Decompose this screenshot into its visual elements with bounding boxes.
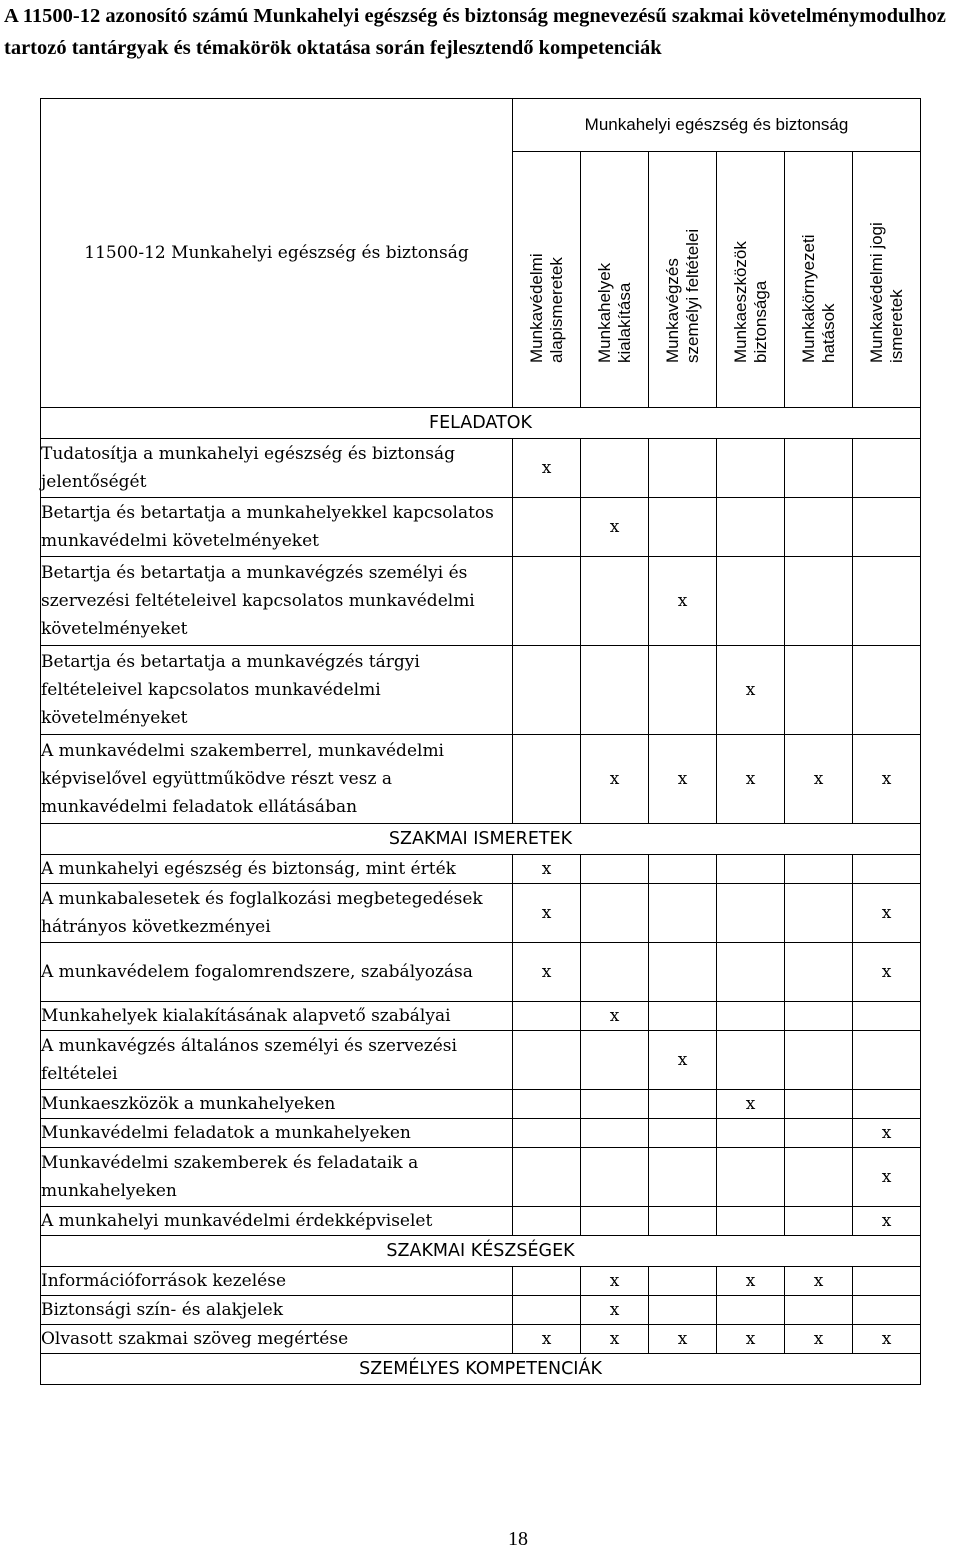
group-header-row <box>41 99 921 152</box>
mark-cell <box>649 1119 717 1148</box>
mark-cell: x <box>649 1325 717 1354</box>
mark-cell: x <box>717 1267 785 1296</box>
section-title: SZAKMAI ISMERETEK <box>41 824 921 855</box>
mark-cell <box>717 1296 785 1325</box>
mark-cell <box>853 855 921 884</box>
row-label: Munkavédelmi szakemberek és feladataik a munkahelyeken <box>41 1148 513 1207</box>
mark-cell <box>717 943 785 1002</box>
mark-cell: x <box>853 884 921 943</box>
mark-cell: x <box>513 439 581 498</box>
competency-table <box>40 98 921 1385</box>
mark-cell: x <box>785 735 853 824</box>
mark-cell <box>513 557 581 646</box>
table-row <box>41 884 921 943</box>
mark-cell <box>513 498 581 557</box>
mark-cell <box>649 1002 717 1031</box>
mark-cell <box>717 1148 785 1207</box>
column-header-label: Munkavédelmi jogi ismeretek <box>866 222 906 363</box>
mark-cell <box>581 884 649 943</box>
mark-cell: x <box>853 1325 921 1354</box>
mark-cell <box>649 1090 717 1119</box>
mark-cell: x <box>581 735 649 824</box>
mark-cell <box>853 1267 921 1296</box>
section-header-row <box>41 408 921 439</box>
column-header-label: Munkahelyek kialakítása <box>594 262 634 363</box>
table-row <box>41 1031 921 1090</box>
mark-cell <box>581 1119 649 1148</box>
mark-cell <box>853 646 921 735</box>
row-label: A munkahelyi munkavédelmi érdekképviselet <box>41 1207 513 1236</box>
mark-cell <box>717 1031 785 1090</box>
table-row <box>41 498 921 557</box>
row-label: Munkaeszközök a munkahelyeken <box>41 1090 513 1119</box>
table-row <box>41 1002 921 1031</box>
table-row <box>41 1119 921 1148</box>
mark-cell <box>785 943 853 1002</box>
mark-cell <box>785 557 853 646</box>
mark-cell <box>853 498 921 557</box>
mark-cell: x <box>853 1207 921 1236</box>
mark-cell <box>717 1207 785 1236</box>
mark-cell <box>513 1119 581 1148</box>
table-row <box>41 1207 921 1236</box>
mark-cell <box>785 498 853 557</box>
mark-cell <box>853 557 921 646</box>
mark-cell: x <box>513 1325 581 1354</box>
mark-cell <box>581 557 649 646</box>
row-label: A munkavédelem fogalomrendszere, szabályozása <box>41 943 513 1002</box>
mark-cell: x <box>717 1090 785 1119</box>
mark-cell <box>649 1207 717 1236</box>
row-label: Olvasott szakmai szöveg megértése <box>41 1325 513 1354</box>
mark-cell <box>649 943 717 1002</box>
mark-cell: x <box>513 943 581 1002</box>
row-label: A munkahelyi egészség és biztonság, mint érték <box>41 855 513 884</box>
table-row <box>41 1325 921 1354</box>
mark-cell: x <box>581 1002 649 1031</box>
mark-cell: x <box>785 1267 853 1296</box>
column-header <box>785 152 853 408</box>
table-row <box>41 646 921 735</box>
mark-cell: x <box>853 1119 921 1148</box>
table-row <box>41 439 921 498</box>
mark-cell <box>513 735 581 824</box>
mark-cell <box>853 1002 921 1031</box>
page-number: 18 <box>508 1528 528 1550</box>
mark-cell <box>717 498 785 557</box>
section-title: SZAKMAI KÉSZSÉGEK <box>41 1236 921 1267</box>
mark-cell <box>581 943 649 1002</box>
mark-cell: x <box>513 884 581 943</box>
section-header-row <box>41 824 921 855</box>
mark-cell: x <box>581 1267 649 1296</box>
column-header-label: Munkavégzés személyi feltételei <box>662 228 702 363</box>
mark-cell: x <box>513 855 581 884</box>
row-label: A munkavégzés általános személyi és szervezési feltételei <box>41 1031 513 1090</box>
mark-cell: x <box>853 943 921 1002</box>
mark-cell <box>649 884 717 943</box>
table-row <box>41 1296 921 1325</box>
mark-cell: x <box>649 735 717 824</box>
mark-cell <box>785 1090 853 1119</box>
column-header <box>853 152 921 408</box>
mark-cell <box>717 1002 785 1031</box>
mark-cell <box>581 646 649 735</box>
mark-cell <box>785 1148 853 1207</box>
mark-cell <box>785 1207 853 1236</box>
mark-cell <box>581 1031 649 1090</box>
section-header-row <box>41 1354 921 1385</box>
row-label: Biztonsági szín- és alakjelek <box>41 1296 513 1325</box>
row-label: Betartja és betartatja a munkavégzés személyi és szervezési feltételeivel kapcsolatos munkavédelmi követelményeket <box>41 557 513 646</box>
mark-cell: x <box>581 1325 649 1354</box>
row-label: Információforrások kezelése <box>41 1267 513 1296</box>
mark-cell <box>785 1031 853 1090</box>
mark-cell <box>717 884 785 943</box>
mark-cell: x <box>649 1031 717 1090</box>
row-label: A munkabalesetek és foglalkozási megbetegedések hátrányos következményei <box>41 884 513 943</box>
mark-cell <box>717 557 785 646</box>
row-label: Munkahelyek kialakításának alapvető szabályai <box>41 1002 513 1031</box>
column-header-label: Munkakörnyezeti hatások <box>798 234 838 363</box>
column-header <box>513 152 581 408</box>
table-row <box>41 557 921 646</box>
mark-cell <box>785 1296 853 1325</box>
mark-cell: x <box>717 735 785 824</box>
mark-cell: x <box>853 1148 921 1207</box>
mark-cell <box>513 1207 581 1236</box>
mark-cell: x <box>581 1296 649 1325</box>
mark-cell <box>513 1148 581 1207</box>
mark-cell <box>581 1090 649 1119</box>
mark-cell <box>513 1090 581 1119</box>
mark-cell <box>513 1296 581 1325</box>
mark-cell <box>649 646 717 735</box>
mark-cell <box>785 646 853 735</box>
mark-cell <box>581 1207 649 1236</box>
table-row <box>41 855 921 884</box>
subject-group-header <box>513 99 921 152</box>
mark-cell <box>649 439 717 498</box>
mark-cell <box>785 884 853 943</box>
row-label: Betartja és betartatja a munkavégzés tárgyi feltételeivel kapcsolatos munkavédelmi követelményeket <box>41 646 513 735</box>
mark-cell <box>649 1267 717 1296</box>
section-header-row <box>41 1236 921 1267</box>
table-row <box>41 1267 921 1296</box>
mark-cell <box>581 1148 649 1207</box>
mark-cell <box>853 1031 921 1090</box>
mark-cell: x <box>717 646 785 735</box>
mark-cell <box>581 855 649 884</box>
mark-cell <box>785 1119 853 1148</box>
table-corner-cell <box>41 99 513 408</box>
mark-cell <box>649 1296 717 1325</box>
mark-cell <box>649 498 717 557</box>
table-row <box>41 1148 921 1207</box>
mark-cell <box>717 1119 785 1148</box>
mark-cell <box>785 439 853 498</box>
mark-cell <box>853 1090 921 1119</box>
mark-cell <box>581 439 649 498</box>
table-row <box>41 735 921 824</box>
mark-cell: x <box>785 1325 853 1354</box>
row-label: Munkavédelmi feladatok a munkahelyeken <box>41 1119 513 1148</box>
column-header <box>717 152 785 408</box>
mark-cell <box>513 1267 581 1296</box>
section-title: SZEMÉLYES KOMPETENCIÁK <box>41 1354 921 1385</box>
mark-cell <box>853 439 921 498</box>
row-label: Betartja és betartatja a munkahelyekkel kapcsolatos munkavédelmi követelményeket <box>41 498 513 557</box>
column-header <box>581 152 649 408</box>
row-label: A munkavédelmi szakemberrel, munkavédelmi képviselővel együttműködve részt vesz a munkavédelmi feladatok ellátásában <box>41 735 513 824</box>
section-title: FELADATOK <box>41 408 921 439</box>
subject-group-title: Munkahelyi egészség és biztonság <box>584 115 849 134</box>
column-header-label: Munkaeszközök biztonsága <box>730 241 770 363</box>
mark-cell: x <box>581 498 649 557</box>
document-heading: A 11500-12 azonosító számú Munkahelyi egészség és biztonság megnevezésű szakmai követelménymodulhoz tartozó tantárgyak és témakörök oktatása során fejlesztendő kompetenciák <box>4 5 946 59</box>
row-label: Tudatosítja a munkahelyi egészség és biztonság jelentőségét <box>41 439 513 498</box>
mark-cell <box>649 1148 717 1207</box>
mark-cell <box>513 1031 581 1090</box>
mark-cell <box>649 855 717 884</box>
module-title: 11500-12 Munkahelyi egészség és biztonság <box>84 243 469 263</box>
mark-cell <box>717 439 785 498</box>
mark-cell <box>785 855 853 884</box>
mark-cell <box>513 1002 581 1031</box>
column-header-label: Munkavédelmi alapismeretek <box>526 253 566 363</box>
mark-cell: x <box>717 1325 785 1354</box>
mark-cell <box>785 1002 853 1031</box>
mark-cell: x <box>853 735 921 824</box>
column-header <box>649 152 717 408</box>
mark-cell: x <box>649 557 717 646</box>
mark-cell <box>513 646 581 735</box>
mark-cell <box>853 1296 921 1325</box>
table-row <box>41 943 921 1002</box>
table-row <box>41 1090 921 1119</box>
mark-cell <box>717 855 785 884</box>
